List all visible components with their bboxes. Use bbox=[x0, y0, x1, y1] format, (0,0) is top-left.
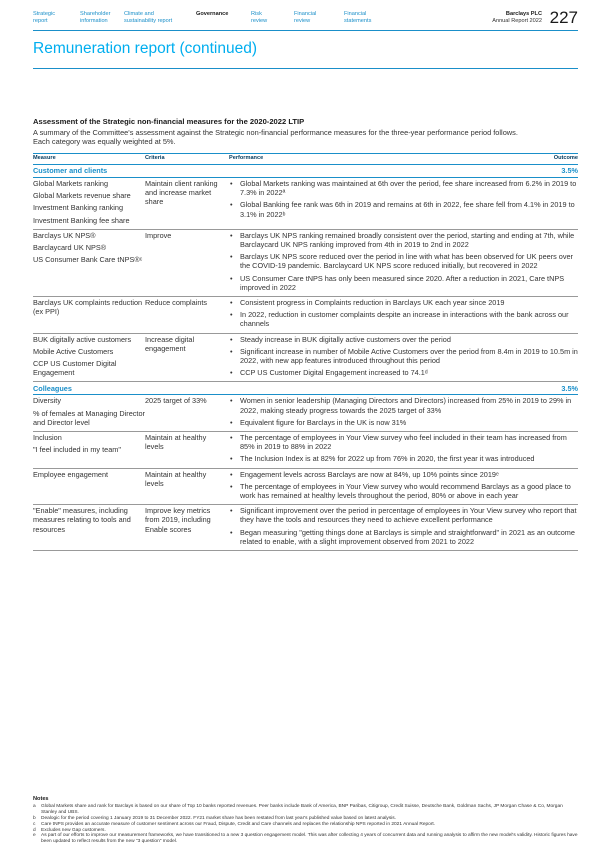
table-row bbox=[33, 505, 578, 551]
criteria-cell: Reduce complaints bbox=[145, 298, 208, 308]
table-header bbox=[33, 153, 578, 165]
performance-item: • Began measuring "getting things done at Barclays is simple and straightforward" in 2021 as an outcome related to enable, with a slight improvement observed from 2021 to 2022 bbox=[229, 528, 578, 546]
category-outcome: 3.5% bbox=[561, 166, 578, 176]
criteria-cell: 2025 target of 33% bbox=[145, 396, 207, 406]
brand-name: Barclays PLC bbox=[505, 11, 542, 17]
measure-text: BUK digitally active customers bbox=[33, 334, 132, 344]
performance-list bbox=[229, 433, 578, 464]
nav-item-4[interactable]: Governance bbox=[196, 11, 229, 17]
table-row bbox=[33, 178, 578, 230]
header-outcome: Outcome bbox=[553, 155, 578, 162]
performance-item: • Engagement levels across Barclays are now at 84%, up 10% points since 2019ᵉ bbox=[229, 470, 578, 479]
category-outcome: 3.5% bbox=[561, 383, 578, 393]
assessment-table bbox=[33, 153, 578, 551]
performance-item: • CCP US Customer Digital Engagement increased to 74.1ᵈ bbox=[229, 368, 578, 377]
criteria-cell: Maintain at healthy levels bbox=[145, 469, 207, 488]
performance-cell bbox=[229, 506, 578, 549]
nav-item-7[interactable]: Financial statements bbox=[344, 11, 372, 24]
table-row bbox=[33, 297, 578, 334]
measure-cell bbox=[33, 470, 145, 504]
measure-text: Global Markets revenue share bbox=[33, 191, 131, 201]
category-name: Customer and clients bbox=[33, 166, 108, 176]
note-text: Dealogic for the period covering 1 January 2019 to 31 December 2022. FY21 market share has been restated from last year's published value based on latest analysis. bbox=[41, 815, 397, 821]
measure-text: "Enable" measures, including measures relating to tools and resources bbox=[33, 506, 131, 534]
performance-item: • Significant increase in number of Mobile Active Customers over the period from 8.4m in 2019 to 10.5m in 2022, with new app features introduced throughout this period bbox=[229, 347, 578, 365]
measure-cell bbox=[33, 433, 145, 467]
performance-item: • Barclays UK NPS ranking remained broadly consistent over the period, starting and ending at 7th, while Barclaycard UK NPS ranking improved from 4th in 2019 to 2nd in 2022 bbox=[229, 231, 578, 249]
performance-item: • Global Banking fee rank was 6th in 2019 and remains at 6th in 2022, fee share fell from 4.1% in 2019 to 3.1% in 2022ᵇ bbox=[229, 200, 578, 218]
performance-list bbox=[229, 179, 578, 219]
table-row bbox=[33, 432, 578, 469]
performance-item: • The Inclusion Index is at 82% for 2022 up from 76% in 2020, the first year it was introduced bbox=[229, 454, 578, 463]
header-criteria: Criteria bbox=[145, 155, 165, 162]
performance-item: • Global Markets ranking was maintained at 6th over the period, fee share increased from 6.2% in 2019 to 7.3% in 2022ª bbox=[229, 179, 578, 197]
brand-block bbox=[492, 11, 542, 24]
notes-list bbox=[33, 804, 578, 845]
note-text: Global Markets share and rank for Barclays is based on our share of Top 10 banks reported revenues. Peer banks include Bank of America, BNP Paribas, Citigroup, Credit Suisse, Deutsche Bank, Goldman Sachs, JP Morgan Chase & Co, Morgan Stanley and UBS. bbox=[41, 803, 563, 815]
measure-text: Global Markets ranking bbox=[33, 179, 109, 188]
performance-list bbox=[229, 506, 578, 546]
measure-cell bbox=[33, 298, 145, 332]
performance-item: • In 2022, reduction in customer complaints despite an increase in interactions with the bank across our channels bbox=[229, 310, 578, 328]
performance-item: • US Consumer Care tNPS has only been measured since 2020. After a reduction in 2021, Care tNPS improved in 2022 bbox=[229, 274, 578, 292]
performance-item: • Steady increase in BUK digitally active customers over the period bbox=[229, 335, 578, 344]
performance-cell bbox=[229, 335, 578, 381]
section-heading: Assessment of the Strategic non-financial measures for the 2020-2022 LTIP bbox=[33, 117, 305, 126]
note-item bbox=[33, 804, 578, 816]
note-key: e bbox=[33, 833, 36, 839]
criteria-cell: Maintain at healthy levels bbox=[145, 433, 207, 452]
measure-text: Investment Banking ranking bbox=[33, 203, 124, 213]
note-key: d bbox=[33, 827, 36, 833]
performance-cell bbox=[229, 433, 578, 467]
table-row bbox=[33, 469, 578, 506]
measure-text: % of females at Managing Director and Director level bbox=[33, 408, 145, 427]
notes bbox=[33, 797, 578, 845]
performance-item: • Significant improvement over the period in percentage of employees in Your View survey who report that they have the tools and resources they need to achieve excellent performance bbox=[229, 506, 578, 524]
note-key: a bbox=[33, 803, 36, 809]
criteria-cell: Improve key metrics from 2019, including Enable scores bbox=[145, 506, 211, 534]
measure-text: Barclaycard UK NPS® bbox=[33, 243, 107, 253]
nav-divider bbox=[33, 30, 578, 31]
nav-item-1[interactable]: Strategic report bbox=[33, 11, 56, 24]
performance-item: • Equivalent figure for Barclays in the UK is now 31% bbox=[229, 418, 578, 427]
category-row bbox=[33, 382, 578, 395]
note-key: c bbox=[33, 821, 36, 827]
nav-item-6[interactable]: Financial review bbox=[294, 11, 317, 24]
measure-cell bbox=[33, 506, 145, 549]
header-performance: Performance bbox=[229, 155, 264, 162]
page-number: 227 bbox=[549, 8, 578, 27]
title-divider bbox=[33, 68, 578, 69]
category-name: Colleagues bbox=[33, 383, 72, 393]
measure-text: Diversity bbox=[33, 396, 61, 406]
table-row bbox=[33, 230, 578, 297]
note-key: b bbox=[33, 815, 36, 821]
performance-list bbox=[229, 298, 578, 329]
performance-item: • Consistent progress in Complaints reduction in Barclays UK each year since 2019 bbox=[229, 298, 578, 307]
section-intro: A summary of the Committee's assessment against the Strategic non-financial performance measures for the three-year performance period follows. Each category was equally weighted at 5%. bbox=[33, 128, 518, 147]
measure-text: "I feel included in my team" bbox=[33, 445, 121, 455]
note-text: Care tNPS provides an accurate measure of customer sentiment across our Fraud, Dispute, Credit and Care channels and replaces the relationship NPS reported in 2021 Annual Report. bbox=[41, 821, 436, 827]
measure-text: Investment Banking fee share bbox=[33, 215, 130, 225]
criteria-cell: Increase digital engagement bbox=[145, 334, 195, 353]
measure-text: US Consumer Bank Care tNPS®ᶜ bbox=[33, 255, 143, 265]
note-item bbox=[33, 833, 578, 845]
performance-cell bbox=[229, 231, 578, 295]
performance-list bbox=[229, 396, 578, 427]
note-text: As part of our efforts to improve our measurement frameworks, we have transitioned to a new 3 question engagement model. This was after collecting 4 years of concurrent data and running analysis to affirm the new model's validity. Historic figures have been updated to reflect results from the new "3 question" model. bbox=[41, 833, 578, 845]
measure-text: Mobile Active Customers bbox=[33, 346, 114, 356]
criteria-cell: Maintain client ranking and increase market share bbox=[145, 179, 218, 207]
brand-subtitle: Annual Report 2022 bbox=[492, 17, 542, 24]
measure-cell bbox=[33, 231, 145, 295]
measure-text: Inclusion bbox=[33, 433, 62, 443]
table-row bbox=[33, 334, 578, 383]
performance-item: • The percentage of employees in Your View survey who feel included in their team has increased from 85% in 2019 to 88% in 2022 bbox=[229, 433, 578, 451]
category-row bbox=[33, 165, 578, 178]
measure-cell bbox=[33, 396, 145, 430]
measure-cell bbox=[33, 335, 145, 381]
performance-list bbox=[229, 335, 578, 378]
performance-item: • The percentage of employees in Your View survey who would recommend Barclays as a good place to work has remained at healthy levels throughout the period, 80% or above in each year bbox=[229, 482, 578, 500]
performance-item: • Women in senior leadership (Managing Directors and Directors) increased from 25% in 2019 to 29% in 2022, making steady progress towards the 2025 target of 33% bbox=[229, 396, 578, 414]
performance-cell bbox=[229, 470, 578, 504]
table-body bbox=[33, 165, 578, 551]
performance-cell bbox=[229, 298, 578, 332]
measure-text: Barclays UK NPS® bbox=[33, 230, 96, 240]
performance-cell bbox=[229, 396, 578, 430]
criteria-cell: Improve bbox=[145, 230, 172, 240]
performance-list bbox=[229, 470, 578, 501]
notes-title: Notes bbox=[33, 796, 49, 802]
measure-cell bbox=[33, 179, 145, 228]
measure-text: Employee engagement bbox=[33, 469, 109, 479]
measure-text: CCP US Customer Digital Engagement bbox=[33, 359, 117, 378]
table-row bbox=[33, 395, 578, 432]
performance-cell bbox=[229, 179, 578, 228]
page-title: Remuneration report (continued) bbox=[33, 40, 258, 57]
measure-text: Barclays UK complaints reduction (ex PPI) bbox=[33, 298, 143, 317]
nav-item-3[interactable]: Climate and sustainability report bbox=[124, 11, 173, 24]
performance-item: • Barclays UK NPS score reduced over the period in line with what has been observed for UK peers over the COVID-19 pandemic. Barclaycard UK NPS score reduced initially, but recovered in 2022 bbox=[229, 252, 578, 270]
header-measure: Measure bbox=[33, 155, 56, 162]
nav-item-5[interactable]: Risk review bbox=[251, 11, 268, 24]
nav-item-2[interactable]: Shareholder information bbox=[80, 11, 111, 24]
note-text: Excludes new Gap customers. bbox=[41, 827, 106, 833]
performance-list bbox=[229, 231, 578, 292]
